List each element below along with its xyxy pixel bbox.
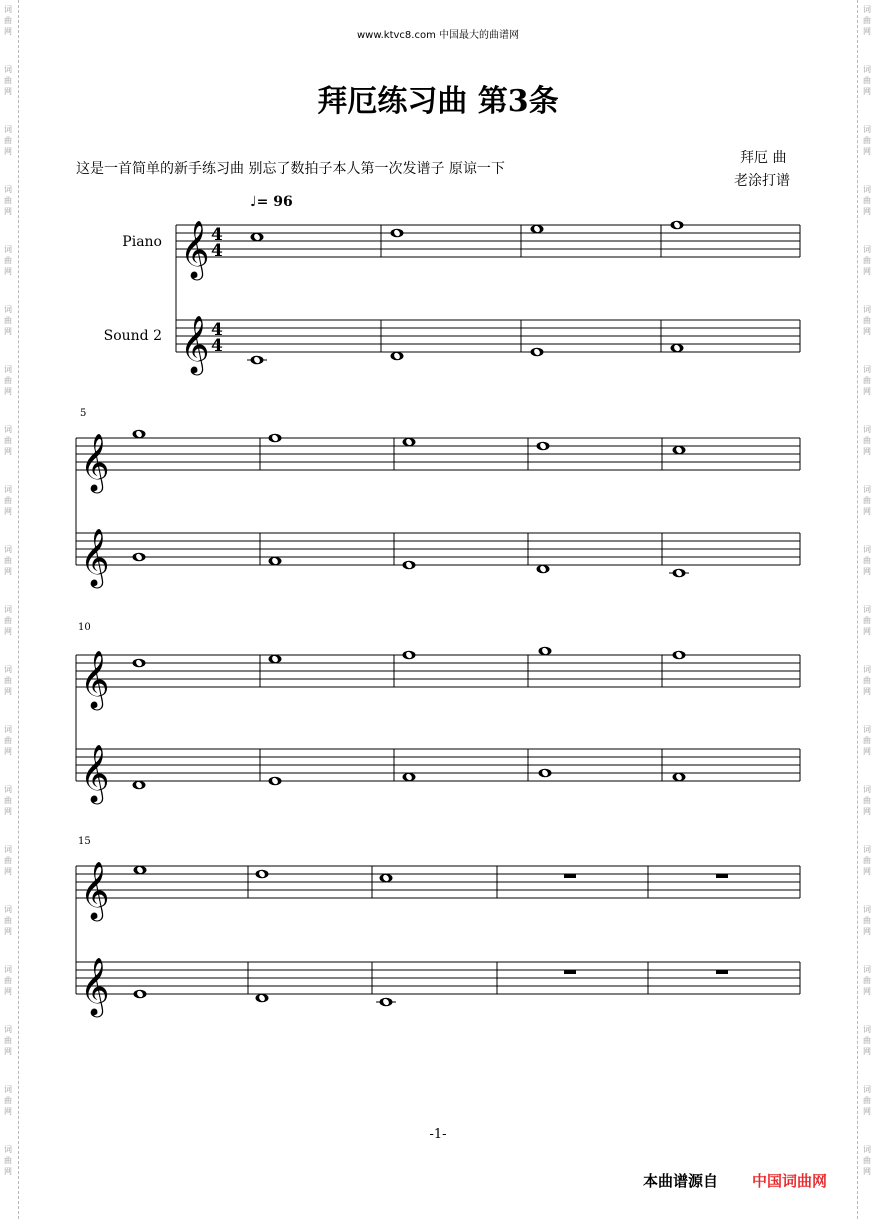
watermark-text-left: 词 曲 网 <box>4 65 12 96</box>
watermark-text-right: 词 曲 网 <box>863 485 871 516</box>
watermark-text-left: 词 曲 网 <box>4 425 12 456</box>
watermark-text-right: 词 曲 网 <box>863 785 871 816</box>
watermark-text-left: 词 曲 网 <box>4 185 12 216</box>
watermark-text-right: 词 曲 网 <box>863 185 871 216</box>
time-signature-denominator: 4 <box>211 241 223 261</box>
watermark-text-right: 词 曲 网 <box>863 1025 871 1056</box>
whole-rest <box>564 970 576 974</box>
whole-rest <box>716 874 728 878</box>
treble-clef-icon: 𝄞 <box>80 528 110 586</box>
intro-text: 这是一首简单的新手练习曲 别忘了数拍子本人第一次发谱子 原谅一下 <box>76 161 505 177</box>
watermark-text-right: 词 曲 网 <box>863 845 871 876</box>
watermark-text-left: 词 曲 网 <box>4 5 12 36</box>
watermark-text-right: 词 曲 网 <box>863 605 871 636</box>
watermark-text-right: 词 曲 网 <box>863 1085 871 1116</box>
watermark-text-left: 词 曲 网 <box>4 245 12 276</box>
time-signature-numerator: 4 <box>211 320 223 340</box>
arranger-credit: 老涂打谱 <box>734 173 790 189</box>
site-url: www.ktvc8.com 中国最大的曲谱网 <box>356 30 519 41</box>
source-label: 本曲谱源自 <box>643 1172 719 1190</box>
watermark-text-right: 词 曲 网 <box>863 425 871 456</box>
watermark-text-right: 词 曲 网 <box>863 725 871 756</box>
watermark-text-left: 词 曲 网 <box>4 785 12 816</box>
watermark-text-left: 词 曲 网 <box>4 665 12 696</box>
watermark-text-left: 词 曲 网 <box>4 485 12 516</box>
treble-clef-icon: 𝄞 <box>180 220 210 278</box>
tempo-value: = 96 <box>256 194 293 210</box>
treble-clef-icon: 𝄞 <box>80 957 110 1015</box>
watermark-text-left: 词 曲 网 <box>4 845 12 876</box>
watermark-text-left: 词 曲 网 <box>4 1085 12 1116</box>
measure-number: 15 <box>78 836 91 847</box>
watermark-text-left: 词 曲 网 <box>4 965 12 996</box>
time-signature-denominator: 4 <box>211 336 223 356</box>
watermark-text-right: 词 曲 网 <box>863 305 871 336</box>
page-title: 拜厄练习曲 第3条 <box>317 84 559 119</box>
watermark-text-left: 词 曲 网 <box>4 365 12 396</box>
watermark-text-right: 词 曲 网 <box>863 665 871 696</box>
measure-number: 5 <box>80 408 87 419</box>
instrument-label-piano: Piano <box>122 234 162 250</box>
time-signature-numerator: 4 <box>211 225 223 245</box>
watermark-text-left: 词 曲 网 <box>4 545 12 576</box>
treble-clef-icon: 𝄞 <box>80 744 110 802</box>
watermark-text-right: 词 曲 网 <box>863 5 871 36</box>
page-number: -1- <box>429 1127 447 1142</box>
watermark-text-right: 词 曲 网 <box>863 965 871 996</box>
watermark-text-left: 词 曲 网 <box>4 125 12 156</box>
measure-number: 10 <box>78 622 91 633</box>
watermark-text-right: 词 曲 网 <box>863 125 871 156</box>
quarter-note-icon: ♩ <box>250 194 257 210</box>
watermark-text-left: 词 曲 网 <box>4 605 12 636</box>
watermark-text-left: 词 曲 网 <box>4 905 12 936</box>
watermark-text-right: 词 曲 网 <box>863 545 871 576</box>
treble-clef-icon: 𝄞 <box>80 650 110 708</box>
watermark-text-right: 词 曲 网 <box>863 65 871 96</box>
treble-clef-icon: 𝄞 <box>80 433 110 491</box>
watermark-text-left: 词 曲 网 <box>4 725 12 756</box>
watermark-text-right: 词 曲 网 <box>863 245 871 276</box>
whole-rest <box>716 970 728 974</box>
composer-credit: 拜厄 曲 <box>740 150 787 166</box>
watermark-text-left: 词 曲 网 <box>4 1145 12 1176</box>
watermark-text-left: 词 曲 网 <box>4 305 12 336</box>
watermark-text-right: 词 曲 网 <box>863 905 871 936</box>
treble-clef-icon: 𝄞 <box>80 861 110 919</box>
instrument-label-sound2: Sound 2 <box>103 328 162 344</box>
treble-clef-icon: 𝄞 <box>180 315 210 373</box>
watermark-text-right: 词 曲 网 <box>863 1145 871 1176</box>
watermark-text-left: 词 曲 网 <box>4 1025 12 1056</box>
whole-rest <box>564 874 576 878</box>
watermark-text-right: 词 曲 网 <box>863 365 871 396</box>
source-site-link[interactable]: 中国词曲网 <box>752 1172 828 1190</box>
